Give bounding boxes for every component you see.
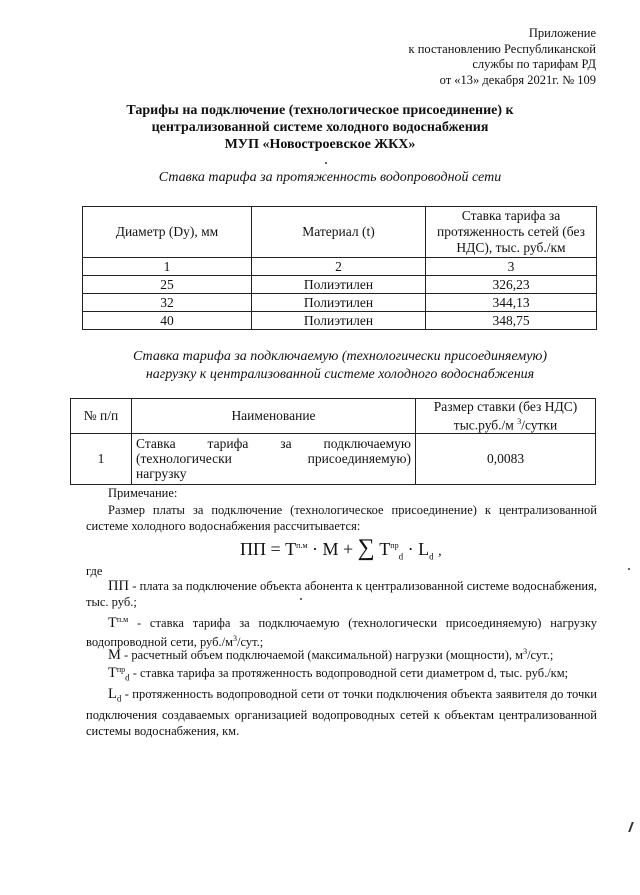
table-row (83, 294, 597, 312)
def-pp-symbol: ПП (108, 578, 129, 594)
scan-speck (325, 162, 327, 164)
definition-td (86, 662, 597, 686)
formula-eq: = (270, 539, 281, 559)
def-t-symbol: Т (108, 615, 117, 632)
appendix-line-4: от «13» декабря 2021г. № 109 (439, 72, 596, 87)
table-header-row (71, 399, 596, 434)
formula-td-sup: пр (390, 541, 399, 550)
header-number: № п/п (71, 399, 132, 434)
def-m-text-2: /сут.; (527, 648, 554, 663)
header-material: Материал (t) (252, 207, 426, 258)
diameter-cell: 40 (83, 312, 252, 330)
word: тарифа (207, 436, 249, 451)
formula-td: Т (379, 539, 391, 559)
tariff-load-table (70, 398, 596, 485)
formula-comma: , (438, 544, 442, 559)
appendix-header (360, 26, 596, 88)
tariff-length-table (82, 206, 597, 330)
def-m-unit-sup: 3 (523, 647, 528, 656)
def-td-text: - ставка тарифа за протяженность водопроводной сети диаметром d, тыс. руб./км; (129, 666, 569, 681)
formula-sum: ∑ (357, 535, 375, 561)
material-cell: Полиэтилен (252, 294, 426, 312)
formula-dot: · (312, 539, 318, 559)
formula-td-sub: d (398, 551, 404, 562)
def-t-sup: п.м (116, 615, 129, 624)
def-pp-text: - плата за подключение объекта абонента к централизованной системе водоснабжения, тыс. руб.; (86, 579, 597, 609)
definition-pp (86, 578, 597, 610)
formula-l-sub: d (429, 551, 434, 562)
formula-pp: ПП (240, 539, 266, 559)
scan-speck (300, 598, 302, 600)
table-row (83, 276, 597, 294)
word: (технологически (136, 451, 232, 466)
row-number: 1 (71, 433, 132, 484)
table2-caption-line-1: Ставка тарифа за подключаемую (технологически присоединяемую) (133, 349, 547, 364)
def-t-text: - ставка тарифа за подключаемую (технологически присоединяемую) нагрузку водопроводной сети, руб./м (86, 616, 597, 650)
word: Ставка (136, 436, 176, 451)
header-rate: Ставка тарифа за протяженность сетей (без НДС), тыс. руб./км (426, 207, 597, 258)
header-rate-line-2 (420, 414, 591, 433)
def-l-symbol: L (108, 686, 117, 702)
definition-m (86, 644, 597, 663)
rate-cell: 344,13 (426, 294, 597, 312)
def-t-text-2: /сут.; (237, 635, 264, 650)
def-l-sub: d (116, 693, 122, 704)
header-diameter: Диаметр (Dy), мм (83, 207, 252, 258)
header-rate-unit-sup: 3 (517, 417, 522, 426)
definition-l (86, 686, 597, 739)
word: за (280, 436, 292, 451)
scan-mark (628, 822, 640, 832)
appendix-line-1: Приложение (528, 26, 596, 40)
title-line-1: Тарифы на подключение (технологическое присоединение) к (126, 103, 514, 118)
index-cell: 1 (83, 258, 252, 276)
def-m-symbol: М (108, 647, 121, 664)
document-title (110, 102, 530, 153)
diameter-cell: 32 (83, 294, 252, 312)
row-name-line-2 (136, 451, 411, 466)
diameter-cell: 25 (83, 276, 252, 294)
header-name: Наименование (132, 399, 416, 434)
row-name-line-3: нагрузку (136, 466, 187, 481)
def-td-sub: d (125, 672, 130, 683)
rate-cell: 326,23 (426, 276, 597, 294)
title-line-3: МУП «Новостроевское ЖКХ» (224, 137, 416, 152)
word: присоединяемую) (307, 451, 411, 466)
table-row (71, 433, 596, 484)
material-cell: Полиэтилен (252, 312, 426, 330)
formula-dot: · (407, 539, 414, 559)
fee-formula (240, 535, 442, 562)
def-l-text: - протяженность водопроводной сети от точки подключения объекта заявителя до точки подключения создаваемых организацией водопроводных сетей к объектам централизованной системы водоснабжения, км. (86, 687, 597, 738)
row-name-line-1 (136, 436, 411, 451)
notes-where: где (86, 564, 103, 578)
header-rate-line-1: Размер ставки (без НДС) (433, 399, 578, 414)
def-td-sup: пр (116, 665, 126, 674)
material-cell: Полиэтилен (252, 276, 426, 294)
scan-speck (628, 568, 630, 570)
table-header-row (83, 207, 597, 258)
row-name (132, 433, 416, 484)
notes-intro: Размер платы за подключение (технологическое присоединение) к централизованной системе холодного водоснабжения рассчитывается: (86, 503, 597, 533)
header-rate-unit-a: тыс.руб./м (453, 417, 518, 433)
formula-plus: + (343, 539, 354, 559)
appendix-line-2: к постановлению Республиканской (408, 41, 596, 56)
formula-t: Т (285, 539, 297, 559)
table2-caption-line-2: нагрузку к централизованной системе холодного водоснабжения (145, 367, 535, 382)
header-rate-unit-b: /сутки (521, 417, 558, 433)
table1-caption: Ставка тарифа за протяженность водопроводной сети (158, 170, 502, 185)
index-cell: 3 (426, 258, 597, 276)
row-value: 0,0083 (416, 433, 596, 484)
formula-m: М (322, 539, 339, 559)
index-cell: 2 (252, 258, 426, 276)
appendix-line-3: службы по тарифам РД (472, 57, 596, 71)
formula-l: L (418, 539, 430, 559)
table-index-row (83, 258, 597, 276)
table-row (83, 312, 597, 330)
title-line-2: централизованной системе холодного водоснабжения (151, 120, 489, 135)
header-rate-size (416, 399, 596, 434)
formula-t-sup: п.м (296, 541, 308, 550)
def-td-symbol: Т (108, 665, 117, 682)
word: подключаемую (323, 436, 412, 451)
notes-heading: Примечание: (108, 486, 178, 500)
def-t-unit-sup: 3 (233, 634, 238, 644)
table2-caption (120, 348, 560, 384)
rate-cell: 348,75 (426, 312, 597, 330)
def-m-text: - расчетный объем подключаемой (максимальной) нагрузки (мощности), м (120, 648, 524, 663)
